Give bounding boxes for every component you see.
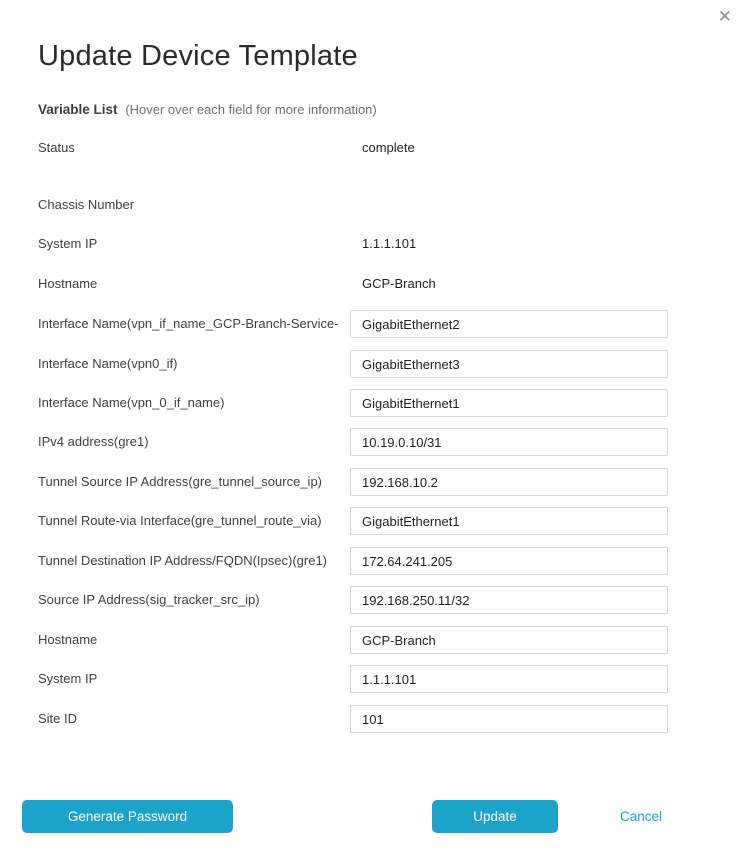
interface-name-vpn-0-if-name-input[interactable]: [350, 389, 668, 417]
system-ip-input[interactable]: [350, 665, 668, 693]
field-label: Status: [38, 140, 75, 155]
form-row-interface-name-service: [38, 310, 714, 338]
page-title: Update Device Template: [38, 40, 358, 73]
form-row-system-ip-input: [38, 665, 714, 693]
form-row-system-ip: [38, 230, 714, 258]
field-label: Site ID: [38, 711, 78, 726]
form-row-ipv4-address-gre1: [38, 428, 714, 456]
form-row-interface-name-vpn0-if: [38, 350, 714, 378]
form-row-interface-name-vpn-0-if-name: [38, 389, 714, 417]
update-button[interactable]: Update: [432, 800, 558, 833]
site-id-input[interactable]: [350, 705, 668, 733]
field-label: Interface Name(vpn0_if): [38, 356, 178, 371]
field-label: Interface Name(vpn_if_name_GCP-Branch-Service-: [38, 316, 339, 331]
variable-list-hint: (Hover over each field for more information): [125, 102, 377, 117]
interface-name-service-input[interactable]: [350, 310, 668, 338]
form-row-site-id: [38, 705, 714, 733]
dialog-close-button[interactable]: [714, 4, 736, 29]
field-label: Tunnel Source IP Address(gre_tunnel_source_ip): [38, 474, 323, 489]
field-label: Tunnel Route-via Interface(gre_tunnel_route_via): [38, 513, 322, 528]
field-value: complete: [362, 140, 415, 155]
variable-list-heading: [38, 102, 377, 117]
form-row-tunnel-source-ip: [38, 468, 714, 496]
field-label: Hostname: [38, 276, 98, 291]
form-row-hostname-input: [38, 626, 714, 654]
tunnel-source-ip-input[interactable]: [350, 468, 668, 496]
interface-name-vpn0-if-input[interactable]: [350, 350, 668, 378]
form-row-tunnel-destination-ip: [38, 547, 714, 575]
hostname-input[interactable]: [350, 626, 668, 654]
field-label: Source IP Address(sig_tracker_src_ip): [38, 592, 260, 607]
field-label: Hostname: [38, 632, 98, 647]
close-icon: ✕: [717, 7, 732, 26]
field-label: Interface Name(vpn_0_if_name): [38, 395, 225, 410]
form-row-source-ip-tracker: [38, 586, 714, 614]
field-label: Chassis Number: [38, 197, 135, 212]
variable-list-label: Variable List: [38, 102, 118, 117]
sig-tracker-src-ip-input[interactable]: [350, 586, 668, 614]
tunnel-route-via-input[interactable]: [350, 507, 668, 535]
field-value: 1.1.1.101: [362, 236, 417, 251]
form-row-status: [38, 134, 714, 162]
ipv4-address-gre1-input[interactable]: [350, 428, 668, 456]
form-row-chassis-number: [38, 191, 714, 219]
form-row-hostname: [38, 270, 714, 298]
field-label: System IP: [38, 671, 98, 686]
field-label: Tunnel Destination IP Address/FQDN(Ipsec)(gre1): [38, 553, 328, 568]
field-label: IPv4 address(gre1): [38, 434, 149, 449]
field-value: GCP-Branch: [362, 276, 436, 291]
cancel-button[interactable]: Cancel: [614, 800, 668, 833]
generate-password-button[interactable]: Generate Password: [22, 800, 233, 833]
tunnel-destination-ip-input[interactable]: [350, 547, 668, 575]
field-label: System IP: [38, 236, 98, 251]
form-row-tunnel-route-via: [38, 507, 714, 535]
